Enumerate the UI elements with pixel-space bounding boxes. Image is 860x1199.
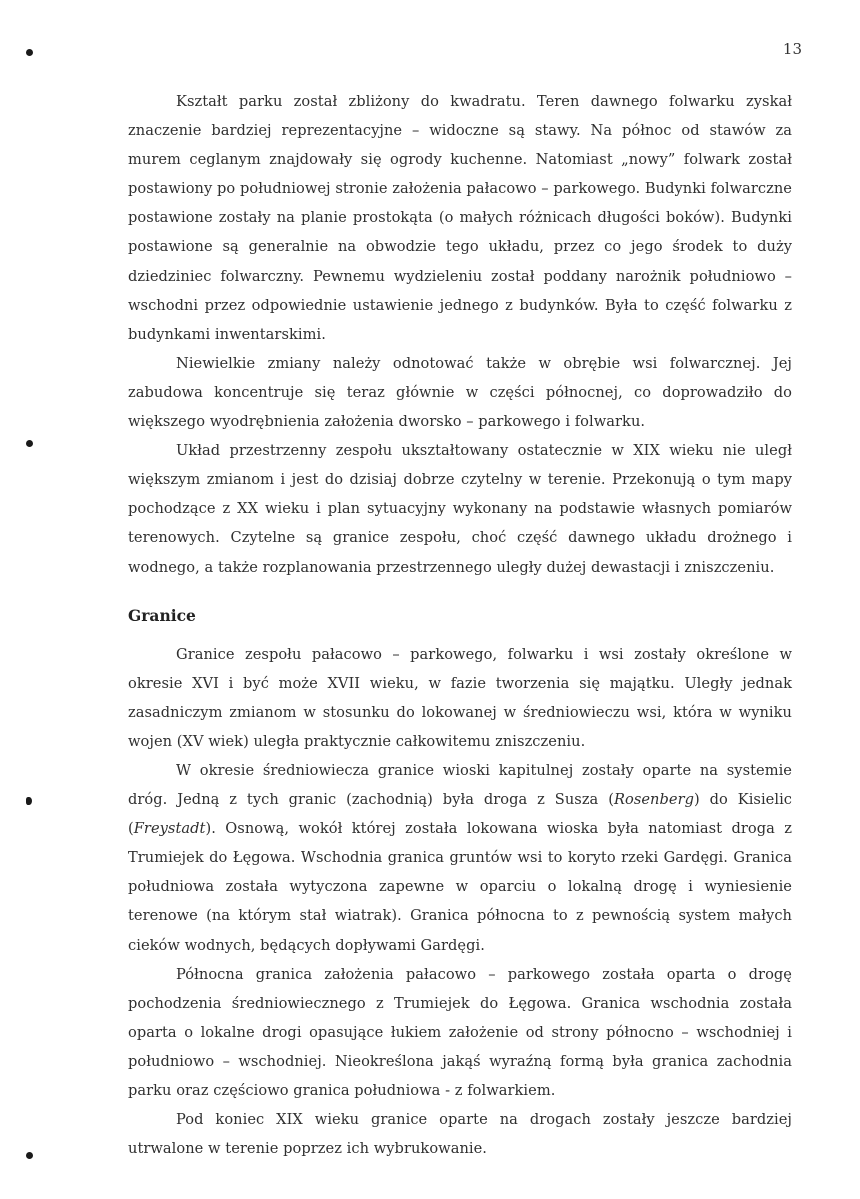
section-heading: Granice	[128, 605, 196, 625]
paragraph-text: ) do Kisielic (	[128, 791, 793, 838]
paragraph: Pod koniec XIX wieku granice oparte na drogach zostały jeszcze bardziej utrwalone w terenie poprzez ich wybrukowanie.	[128, 1111, 792, 1158]
paragraph-text: ). Osnową, wokół której została lokowana wioska była natomiast droga z Trumiejek do Łęgowa. Wschodnia granica gruntów wsi to koryto rzeki Gardęgi. Granica południowa została wytyczona zapewne w oparciu o lokalną drogę i wyniesienie terenowe (na którym stał wiatrak). Granica północna to z pewnością system małych cieków wodnych, będących dopływami Gardęgi.	[128, 820, 792, 954]
paragraph-roads	[128, 756, 792, 960]
paragraph: Granice zespołu pałacowo – parkowego, folwarku i wsi zostały określone w okresie XVI i być może XVII wieku, w fazie tworzenia się majątku. Uległy jednak zasadniczym zmianom w stosunku do lokowanej w średniowieczu wsi, która w wyniku wojen (XV wiek) uległa praktycznie całkowitemu zniszczeniu.	[128, 645, 792, 750]
italic-place-name: Rosenberg	[613, 791, 694, 809]
paragraph: Kształt parku został zbliżony do kwadratu. Teren dawnego folwarku zyskał znaczenie bardziej reprezentacyjne – widoczne są stawy. Na północ od stawów za murem ceglanym znajdowały się ogrody kuchenne. Natomiast „nowy” folwark został postawiony po południowej stronie założenia pałacowo – parkowego. Budynki folwarczne postawione zostały na planie prostokąta (o małych różnicach długości boków). Budynki postawione są generalnie na obwodzie tego układu, przez co jego środek to duży dziedziniec folwarczny. Pewnemu wydzieleniu został poddany narożnik południowo – wschodni przez odpowiednie ustawienie jednego z budynków. Była to część folwarku z budynkami inwentarskimi.	[128, 93, 792, 343]
page-number: 13	[782, 40, 802, 58]
binding-hole-mark	[26, 440, 33, 447]
document-body	[128, 87, 792, 1163]
italic-place-name: Freystadt	[133, 820, 206, 838]
binding-hole-mark	[26, 797, 32, 805]
paragraph: Północna granica założenia pałacowo – parkowego została oparta o drogę pochodzenia średniowiecznego z Trumiejek do Łęgowa. Granica wschodnia została oparta o lokalne drogi opasujące łukiem założenie od strony północno – wschodniej i południowo – wschodniej. Nieokreślona jakąś wyraźną formą była granica zachodnia parku oraz częściowo granica południowa - z folwarkiem.	[128, 965, 792, 1099]
paragraph: Niewielkie zmiany należy odnotować także w obrębie wsi folwarcznej. Jej zabudowa koncentruje się teraz głównie w części północnej, co doprowadziło do większego wyodrębnienia założenia dworsko – parkowego i folwarku.	[128, 354, 792, 431]
paragraph-text: W okresie średniowiecza granice wioski kapitulnej zostały oparte na systemie dróg. Jedną z tych granic (zachodnią) była droga z Susza (	[128, 761, 792, 809]
binding-hole-mark	[26, 49, 33, 56]
binding-hole-mark	[26, 1152, 33, 1159]
paragraph: Układ przestrzenny zespołu ukształtowany ostatecznie w XIX wieku nie uległ większym zmianom i jest do dzisiaj dobrze czytelny w terenie. Przekonują o tym mapy pochodzące z XX wieku i plan sytuacyjny wykonany na podstawie własnych pomiarów terenowych. Czytelne są granice zespołu, choć część dawnego układu drożnego i wodnego, a także rozplanowania przestrzennego uległy dużej dewastacji i zniszczeniu.	[128, 442, 792, 576]
